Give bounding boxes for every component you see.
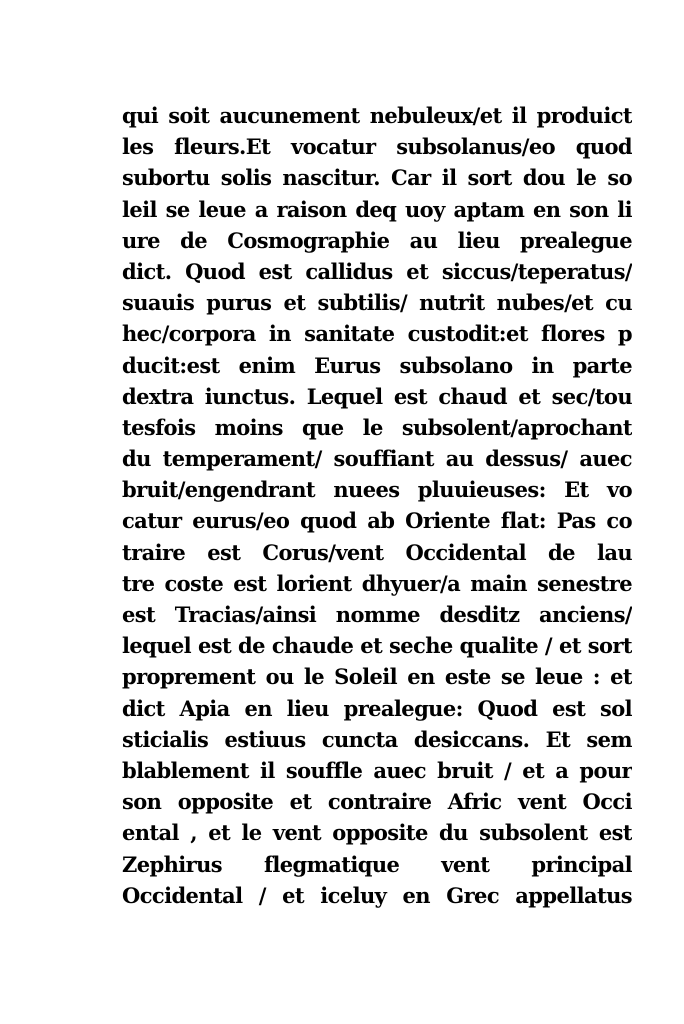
text-line: leil se leue a raison deq uoy aptam en son li bbox=[122, 196, 632, 222]
text-line: est Tracias/ainsi nomme desditz anciens/ bbox=[122, 602, 632, 627]
text-line: proprement ou le Soleil en este se leue : et bbox=[122, 664, 632, 690]
text-line: sticialis estiuus cuncta desiccans. Et sem bbox=[122, 726, 632, 752]
text-line: Zephirus flegmatique vent principal bbox=[122, 851, 632, 877]
text-line: ental , et le vent opposite du subsolent est bbox=[122, 820, 632, 846]
text-line: dextra iunctus. Lequel est chaud et sec/tou bbox=[122, 383, 632, 409]
text-line: du temperament/ souffiant au dessus/ auec bbox=[122, 446, 632, 472]
text-line: les fleurs.Et vocatur subsolanus/eo quod bbox=[122, 134, 632, 160]
text-line: ducit:est enim Eurus subsolano in parte bbox=[122, 352, 632, 378]
text-line: lequel est de chaude et seche qualite / et sort bbox=[122, 633, 632, 659]
text-line: blablement il souffle auec bruit / et a pour bbox=[122, 757, 632, 783]
text-line: qui soit aucunement nebuleux/et il produict bbox=[122, 103, 632, 128]
text-line: dict Apia en lieu prealegue: Quod est sol bbox=[122, 695, 632, 721]
text-line: ure de Cosmographie au lieu prealegue bbox=[122, 227, 632, 253]
text-line: tesfois moins que le subsolent/aprochant bbox=[122, 414, 632, 440]
text-line: tre coste est lorient dhyuer/a main senestre bbox=[122, 570, 632, 596]
text-line: traire est Corus/vent Occidental de lau bbox=[122, 539, 632, 565]
text-line: Occidental / et iceluy en Grec appellatus bbox=[122, 882, 632, 908]
text-line: catur eurus/eo quod ab Oriente flat: Pas co bbox=[122, 508, 632, 534]
text-line: dict. Quod est callidus et siccus/teperatus/ bbox=[122, 258, 632, 284]
text-line: hec/corpora in sanitate custodit:et flores p bbox=[122, 321, 632, 347]
text-line: suauis purus et subtilis/ nutrit nubes/et cu bbox=[122, 290, 632, 316]
text-line: son opposite et contraire Afric vent Occi bbox=[122, 789, 632, 815]
text-line: bruit/engendrant nuees pluuieuses: Et vo bbox=[122, 477, 632, 503]
page-text-block bbox=[122, 100, 632, 911]
text-line: subortu solis nascitur. Car il sort dou le so bbox=[122, 165, 632, 191]
